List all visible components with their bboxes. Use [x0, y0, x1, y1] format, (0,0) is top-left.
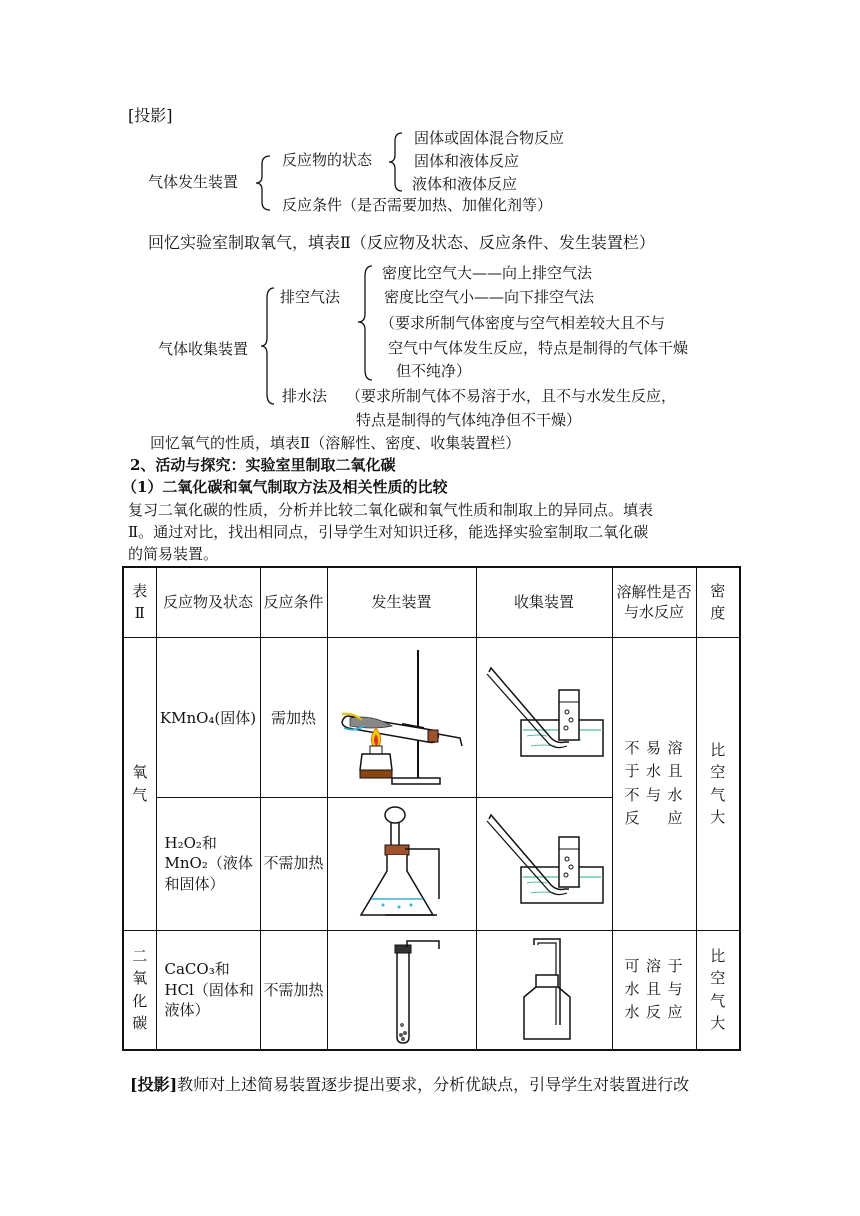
collect-water-label: 排水法	[282, 387, 328, 405]
o2-h2o2-condition: 不需加热	[260, 797, 327, 930]
section-2-heading: 2、活动与探究：实验室里制取二氧化碳	[130, 456, 396, 474]
gas-bottle-icon	[504, 935, 584, 1045]
table-row-co2	[123, 930, 740, 1050]
header-table-id: 表Ⅱ	[123, 567, 156, 637]
bottom-projection-tag: [投影]	[130, 1075, 178, 1094]
header-reactant: 反应物及状态	[156, 567, 260, 637]
co2-density: 比空气大	[696, 930, 740, 1050]
heating-apparatus-icon	[332, 642, 472, 792]
projection-label: [投影]	[128, 106, 173, 125]
collect-air-label: 排空气法	[280, 288, 341, 306]
table-header-row	[123, 567, 740, 637]
test-tube-apparatus-cell	[327, 930, 476, 1050]
bottle-collection-cell	[476, 930, 612, 1050]
flask-apparatus-cell	[327, 797, 476, 930]
state-brace-icon	[386, 131, 406, 193]
co2-solubility: 可溶于水且与水反应	[612, 930, 696, 1050]
flask-apparatus-icon	[347, 801, 457, 926]
collect-brace-icon	[258, 286, 278, 406]
o2-h2o2-reactant: H₂O₂和MnO₂（液体和固体）	[156, 797, 260, 930]
recall-o2: 回忆实验室制取氧气，填表Ⅱ（反应物及状态、反应条件、发生装置栏）	[148, 233, 655, 252]
o2-kmno4-condition: 需加热	[260, 637, 327, 797]
o2-solubility: 不易溶于水且不与水反应	[612, 637, 696, 930]
co2-label: 二氧化碳	[123, 930, 156, 1050]
header-solubility: 溶解性是否与水反应	[612, 567, 696, 637]
comparison-table	[122, 566, 741, 1051]
gen-title: 气体发生装置	[148, 173, 239, 191]
air-line-1: 密度比空气大——向上排空气法	[382, 264, 593, 282]
test-tube-apparatus-icon	[357, 935, 447, 1045]
header-condition: 反应条件	[260, 567, 327, 637]
heating-apparatus-cell	[327, 637, 476, 797]
gen-state-1: 固体或固体混合物反应	[414, 129, 565, 147]
gen-state-2: 固体和液体反应	[414, 152, 520, 170]
para-line-3: 的简易装置。	[128, 545, 219, 563]
o2-kmno4-reactant: KMnO₄(固体)	[156, 637, 260, 797]
header-density: 密度	[696, 567, 740, 637]
bottom-text: 教师对上述简易装置逐步提出要求，分析优缺点，引导学生对装置进行改	[177, 1075, 690, 1094]
water-collection-cell-1	[476, 637, 612, 797]
air-brace-icon	[354, 264, 376, 382]
para-line-2: Ⅱ。通过对比，找出相同点，引导学生对知识迁移，能选择实验室制取二氧化碳	[128, 523, 649, 541]
water-line-2: 特点是制得的气体纯净但不干燥）	[356, 411, 582, 429]
water-line-1: （要求所制气体不易溶于水，且不与水发生反应，	[346, 387, 677, 405]
gen-state-label: 反应物的状态	[282, 151, 373, 169]
o2-label: 氧气	[123, 637, 156, 930]
water-collection-cell-2	[476, 797, 612, 930]
para-line-1: 复习二氧化碳的性质，分析并比较二氧化碳和氧气性质和制取上的异同点。填表	[128, 501, 654, 519]
gen-condition: 反应条件（是否需要加热、加催化剂等）	[282, 196, 553, 214]
gen-state-3: 液体和液体反应	[412, 175, 518, 193]
collect-title: 气体收集装置	[158, 340, 249, 358]
header-generator: 发生装置	[327, 567, 476, 637]
air-line-4: 空气中气体发生反应，特点是制得的气体干燥	[388, 339, 689, 357]
gen-brace-icon	[254, 154, 274, 212]
co2-condition: 不需加热	[260, 930, 327, 1050]
water-collection-icon-2	[481, 809, 607, 919]
header-collector: 收集装置	[476, 567, 612, 637]
water-collection-icon	[481, 662, 607, 772]
o2-density: 比空气大	[696, 637, 740, 930]
table-row-o2-kmno4	[123, 637, 740, 797]
recall-props: 回忆氧气的性质，填表Ⅱ（溶解性、密度、收集装置栏）	[150, 434, 521, 452]
air-line-2: 密度比空气小——向下排空气法	[384, 288, 595, 306]
air-line-5: 但不纯净）	[396, 362, 472, 380]
subsection-1-heading: （1）二氧化碳和氧气制取方法及相关性质的比较	[122, 478, 448, 496]
co2-reactant: CaCO₃和HCl（固体和液体）	[156, 930, 260, 1050]
bottom-line	[130, 1075, 689, 1094]
air-line-3: （要求所制气体密度与空气相差较大且不与	[380, 314, 666, 332]
